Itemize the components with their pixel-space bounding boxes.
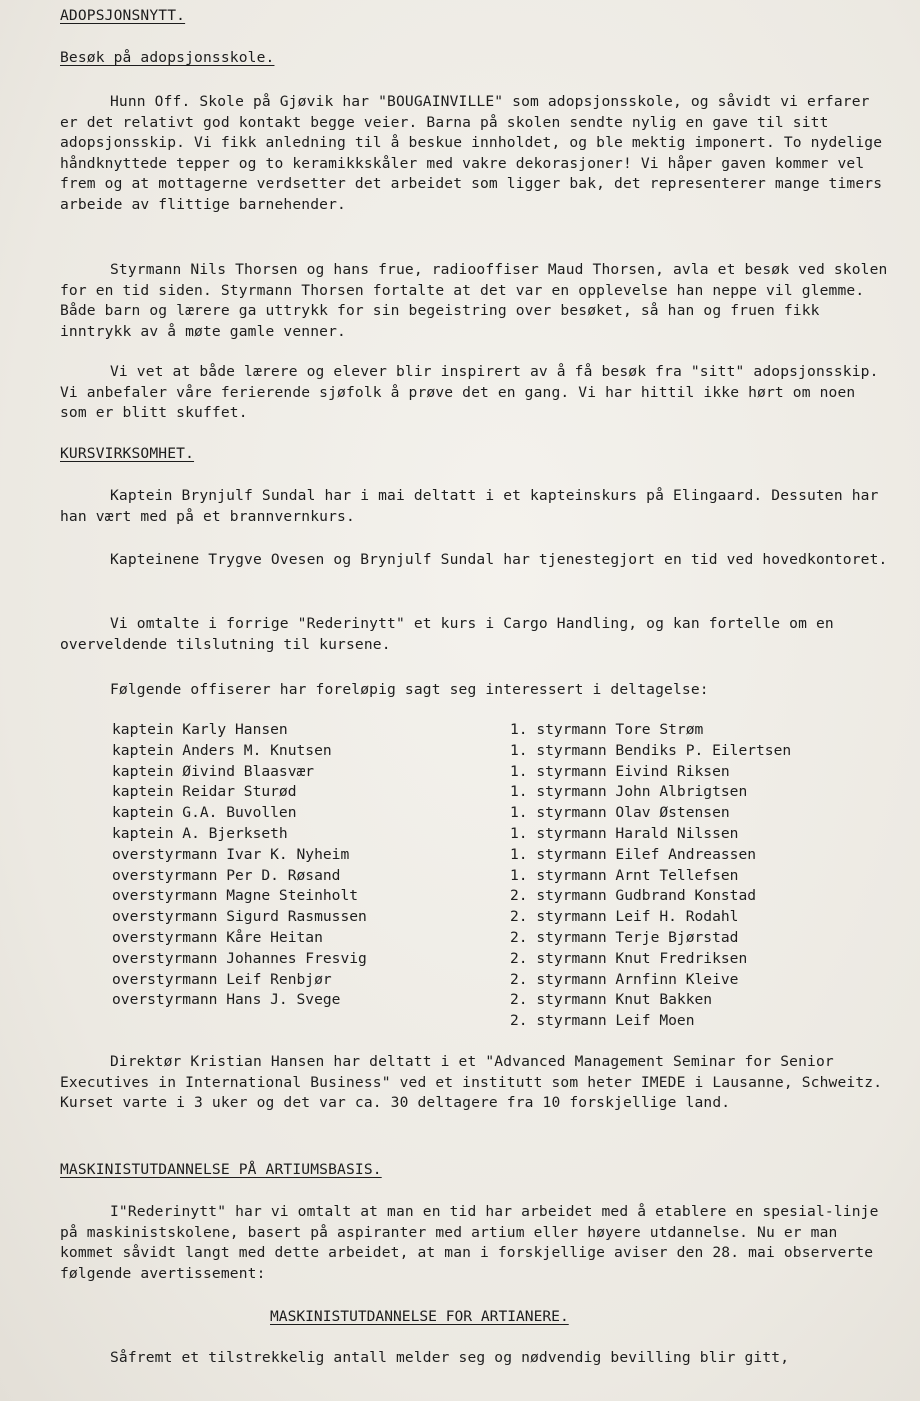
participant-name: overstyrmann Johannes Fresvig [112, 949, 367, 967]
participant-name: 2. styrmann Knut Bakken [510, 991, 713, 1009]
left-participants-list [112, 720, 367, 1011]
participant-name: overstyrmann Ivar K. Nyheim [112, 845, 350, 863]
participant-name: kaptein G.A. Buvollen [112, 804, 297, 822]
kursvirksomhet-heading: KURSVIRKSOMHET. [60, 445, 195, 462]
participant-name: 2. styrmann Arnfinn Kleive [510, 970, 739, 988]
participant-name: overstyrmann Hans J. Svege [112, 991, 341, 1009]
participant-name: 1. styrmann Eivind Riksen [510, 762, 730, 780]
participant-name: 1. styrmann Eilef Andreassen [510, 845, 757, 863]
kurs-paragraph-3: Vi omtalte i forrige "Rederinytt" et kurs i Cargo Handling, og kan fortelle om en overveldende tilslutning til kursene. [60, 615, 834, 653]
participant-name: 1. styrmann Olav Østensen [510, 804, 730, 822]
participant-name: overstyrmann Per D. Røsand [112, 866, 341, 884]
adopsjon-paragraph-3: Vi vet at både lærere og elever blir inspirert av å få besøk fra "sitt" adopsjonsskip. Vi anbefaler våre ferierende sjøfolk å prøve det en gang. Vi har hittil ikke hørt om noen som er blitt skuffet. [60, 363, 879, 422]
kurs-paragraph-5: Direktør Kristian Hansen har deltatt i et "Advanced Management Seminar for Senior Executives in International Business" ved et institutt som heter IMEDE i Lausanne, Schweitz. Kurset varte i 3 uker og det var ca. 30 deltagere fra 10 forskjellige land. [60, 1053, 883, 1112]
participant-name: 1. styrmann Harald Nilssen [510, 824, 739, 842]
participant-name: 1. styrmann John Albrigtsen [510, 783, 748, 801]
participant-name: kaptein Øivind Blaasvær [112, 762, 315, 780]
participant-name: overstyrmann Sigurd Rasmussen [112, 908, 367, 926]
maskinist-paragraph-2: Såfremt et tilstrekkelig antall melder seg og nødvendig bevilling blir gitt, [110, 1349, 790, 1366]
participant-name: 2. styrmann Knut Fredriksen [510, 949, 748, 967]
participant-name: 2. styrmann Terje Bjørstad [510, 928, 739, 946]
participant-name: kaptein Anders M. Knutsen [112, 741, 332, 759]
participant-name: overstyrmann Kåre Heitan [112, 928, 323, 946]
adopsjonsskole-subheading: Besøk på adopsjonsskole. [60, 49, 275, 66]
participant-name: 1. styrmann Bendiks P. Eilertsen [510, 741, 792, 759]
participant-name: 1. styrmann Arnt Tellefsen [510, 866, 739, 884]
advertisement-heading: MASKINISTUTDANNELSE FOR ARTIANERE. [270, 1308, 569, 1325]
kurs-paragraph-2: Kapteinene Trygve Ovesen og Brynjulf Sundal har tjenestegjort en tid ved hovedkontoret. [110, 551, 888, 568]
kurs-paragraph-1: Kaptein Brynjulf Sundal har i mai deltatt i et kapteinskurs på Elingaard. Dessuten har han vært med på et brannvernkurs. [60, 487, 879, 525]
participant-name: 2. styrmann Leif H. Rodahl [510, 908, 739, 926]
participant-name: 2. styrmann Gudbrand Konstad [510, 887, 757, 905]
participant-name: kaptein Reidar Sturød [112, 783, 297, 801]
adopsjon-paragraph-2: Styrmann Nils Thorsen og hans frue, radiooffiser Maud Thorsen, avla et besøk ved skolen for en tid siden. Styrmann Thorsen fortalte at det var en opplevelse han neppe vil glemme. Både barn og lærere ga uttrykk for sin begeistring over besøket, så han og fruen fikk inntrykk av å møte gamle venner. [60, 261, 888, 340]
participant-name: overstyrmann Magne Steinholt [112, 887, 359, 905]
participant-name: 2. styrmann Leif Moen [510, 1012, 695, 1030]
participant-name: overstyrmann Leif Renbjør [112, 970, 332, 988]
participant-name: kaptein A. Bjerkseth [112, 824, 288, 842]
participant-name: 1. styrmann Tore Strøm [510, 721, 704, 738]
right-participants-list [510, 720, 791, 1032]
participant-name: kaptein Karly Hansen [112, 721, 288, 738]
maskinist-paragraph-1: I"Rederinytt" har vi omtalt at man en tid har arbeidet med å etablere en spesial-linje på maskinistskolene, basert på aspiranter med artium eller høyere utdannelse. Nu er man kommet såvidt langt med dette arbeidet, at man i forskjellige aviser den 28. mai observerte følgende avertissement: [60, 1203, 879, 1282]
adopsjon-paragraph-1: Hunn Off. Skole på Gjøvik har "BOUGAINVILLE" som adopsjonsskole, og såvidt vi erfarer er det relativt god kontakt begge veier. Barna på skolen sendte nylig en gave til sitt adopsjonsskip. Vi fikk anledning til å beskue innholdet, og ble mektig imponert. To nydelige håndknyttede tepper og to keramikkskåler med vakre dekorasjoner! Vi håper gaven kommer vel frem og at mottagerne verdsetter det arbeidet som ligger bak, det representerer mange timers arbeide av flittige barnehender. [60, 93, 883, 213]
adopsjonsnytt-heading: ADOPSJONSNYTT. [60, 7, 186, 24]
kurs-paragraph-4: Følgende offiserer har foreløpig sagt seg interessert i deltagelse: [110, 681, 709, 698]
maskinist-heading: MASKINISTUTDANNELSE PÅ ARTIUMSBASIS. [60, 1161, 382, 1178]
